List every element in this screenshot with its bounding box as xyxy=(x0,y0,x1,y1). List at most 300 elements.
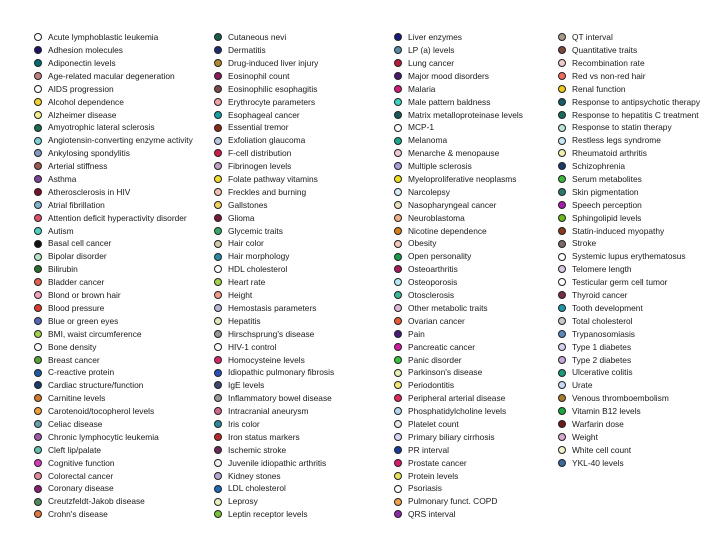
legend-color-swatch xyxy=(214,369,222,377)
legend-item-label: Bipolar disorder xyxy=(48,251,107,262)
legend-color-swatch xyxy=(34,253,42,261)
legend-item-label: AIDS progression xyxy=(48,83,114,94)
legend-item-label: Response to antipsychotic therapy xyxy=(572,96,701,107)
legend-color-swatch xyxy=(558,98,566,106)
legend-item xyxy=(34,95,214,108)
legend-item-label: Drug-induced liver injury xyxy=(228,58,319,69)
legend-color-swatch xyxy=(34,330,42,338)
legend-color-swatch xyxy=(558,240,566,248)
legend-item-label: Nicotine dependence xyxy=(408,225,487,236)
legend-item-label: Panic disorder xyxy=(408,354,462,365)
legend-item xyxy=(214,147,394,160)
legend-item-label: BMI, waist circumference xyxy=(48,328,142,339)
legend-item xyxy=(34,456,214,469)
legend-color-swatch xyxy=(558,227,566,235)
legend-item-label: Urate xyxy=(572,380,593,391)
legend-item-label: Exfoliation glaucoma xyxy=(228,135,306,146)
legend-color-swatch xyxy=(558,253,566,261)
legend-color-swatch xyxy=(394,356,402,364)
legend-color-swatch xyxy=(214,111,222,119)
legend-item-label: Response to statin therapy xyxy=(572,122,672,133)
legend-item-label: Tooth development xyxy=(572,302,643,313)
legend-item-label: Kidney stones xyxy=(228,470,281,481)
legend-item xyxy=(34,302,214,315)
legend-item-label: Blond or brown hair xyxy=(48,290,121,301)
legend-item xyxy=(394,31,574,44)
legend-color-swatch xyxy=(558,459,566,467)
legend-item-label: Blue or green eyes xyxy=(48,315,119,326)
legend-item xyxy=(214,108,394,121)
legend-color-swatch xyxy=(394,304,402,312)
legend-item-label: Basal cell cancer xyxy=(48,238,112,249)
legend-item xyxy=(558,224,720,237)
legend-item xyxy=(34,160,214,173)
legend-color-swatch xyxy=(34,227,42,235)
legend-item xyxy=(34,211,214,224)
legend-item-label: Crohn's disease xyxy=(48,509,108,520)
legend-item xyxy=(214,379,394,392)
legend-item-label: Type 2 diabetes xyxy=(572,354,632,365)
legend-item-label: Amyotrophic lateral sclerosis xyxy=(48,122,155,133)
legend-item-label: Cleft lip/palate xyxy=(48,444,102,455)
legend-item xyxy=(214,276,394,289)
legend-item-label: Glioma xyxy=(228,212,255,223)
legend-item xyxy=(214,495,394,508)
legend-item-label: Neuroblastoma xyxy=(408,212,465,223)
legend-color-swatch xyxy=(34,317,42,325)
legend-color-swatch xyxy=(34,46,42,54)
legend-item-label: Colorectal cancer xyxy=(48,470,114,481)
legend-item xyxy=(558,456,720,469)
legend-item-label: Hair color xyxy=(228,238,264,249)
legend-item xyxy=(394,469,574,482)
legend-item-label: Ankylosing spondylitis xyxy=(48,148,130,159)
legend-item-label: Menarche & menopause xyxy=(408,148,500,159)
legend-color-swatch xyxy=(394,433,402,441)
legend-color-swatch xyxy=(214,510,222,518)
legend-item xyxy=(34,405,214,418)
legend-item-label: Height xyxy=(228,290,253,301)
legend-color-swatch xyxy=(394,111,402,119)
legend-color-swatch xyxy=(214,446,222,454)
legend-item xyxy=(558,392,720,405)
legend-item-label: Homocysteine levels xyxy=(228,354,305,365)
legend-item xyxy=(214,456,394,469)
legend-color-swatch xyxy=(558,304,566,312)
legend-item-label: MCP-1 xyxy=(408,122,435,133)
legend-item-label: Cutaneous nevi xyxy=(228,32,287,43)
legend-color-swatch xyxy=(558,420,566,428)
legend-item-label: Speech perception xyxy=(572,199,642,210)
legend-color-swatch xyxy=(558,33,566,41)
legend-color-swatch xyxy=(34,485,42,493)
legend-item-label: Pulmonary funct. COPD xyxy=(408,496,498,507)
legend-item-label: Acute lymphoblastic leukemia xyxy=(48,32,159,43)
legend-item-label: Iron status markers xyxy=(228,431,300,442)
legend-item-label: Gallstones xyxy=(228,199,268,210)
legend-item xyxy=(394,57,574,70)
legend-item xyxy=(558,95,720,108)
legend-color-swatch xyxy=(214,381,222,389)
legend-item xyxy=(214,302,394,315)
legend-column-1 xyxy=(34,31,214,521)
legend-item-label: Response to hepatitis C treatment xyxy=(572,109,699,120)
legend-item xyxy=(34,70,214,83)
legend-color-swatch xyxy=(558,356,566,364)
legend-item-label: Atherosclerosis in HIV xyxy=(48,186,131,197)
legend-item xyxy=(214,160,394,173)
legend-item xyxy=(558,263,720,276)
legend-color-swatch xyxy=(34,149,42,157)
legend-item xyxy=(394,276,574,289)
legend-item-label: Hirschsprung's disease xyxy=(228,328,315,339)
legend-item xyxy=(394,95,574,108)
legend-color-swatch xyxy=(214,472,222,480)
legend-color-swatch xyxy=(394,201,402,209)
legend-color-swatch xyxy=(34,420,42,428)
legend-item xyxy=(214,237,394,250)
legend-item-label: QT interval xyxy=(572,32,613,43)
legend-item xyxy=(558,83,720,96)
legend-item-label: Statin-induced myopathy xyxy=(572,225,665,236)
legend-item xyxy=(558,237,720,250)
legend-color-swatch xyxy=(34,175,42,183)
legend-item xyxy=(214,134,394,147)
legend-item xyxy=(34,173,214,186)
legend-item xyxy=(394,211,574,224)
legend-item xyxy=(34,121,214,134)
legend-item-label: Atrial fibrillation xyxy=(48,199,105,210)
legend-item-label: Male pattern baldness xyxy=(408,96,491,107)
legend-item xyxy=(394,340,574,353)
legend-color-swatch xyxy=(558,188,566,196)
legend-item xyxy=(558,289,720,302)
legend-item-label: Platelet count xyxy=(408,418,459,429)
legend-item xyxy=(34,31,214,44)
legend-item-label: Type 1 diabetes xyxy=(572,341,632,352)
legend-color-swatch xyxy=(558,162,566,170)
legend-color-swatch xyxy=(214,214,222,222)
legend-color-swatch xyxy=(394,175,402,183)
legend-item xyxy=(34,289,214,302)
legend-color-swatch xyxy=(214,356,222,364)
legend-item-label: Telomere length xyxy=(572,264,632,275)
legend-item xyxy=(34,224,214,237)
legend-color-swatch xyxy=(214,175,222,183)
legend-item-label: Freckles and burning xyxy=(228,186,307,197)
legend-item-label: LDL cholesterol xyxy=(228,483,286,494)
legend-item xyxy=(214,444,394,457)
legend-item xyxy=(34,327,214,340)
legend-item xyxy=(34,495,214,508)
legend-item-label: F-cell distribution xyxy=(228,148,292,159)
legend-item-label: Quantitative traits xyxy=(572,45,638,56)
legend-item-label: Creutzfeldt-Jakob disease xyxy=(48,496,145,507)
legend-color-swatch xyxy=(394,46,402,54)
legend-item-label: Open personality xyxy=(408,251,472,262)
legend-item xyxy=(558,444,720,457)
legend-color-swatch xyxy=(214,394,222,402)
legend-item xyxy=(34,353,214,366)
legend-item-label: Otosclerosis xyxy=(408,290,455,301)
legend-item xyxy=(34,199,214,212)
legend-color-swatch xyxy=(558,201,566,209)
legend-item-label: Prostate cancer xyxy=(408,457,467,468)
legend-item xyxy=(34,57,214,70)
legend-color-swatch xyxy=(394,343,402,351)
legend-color-swatch xyxy=(34,111,42,119)
legend-item-label: Bladder cancer xyxy=(48,277,105,288)
legend-color-swatch xyxy=(214,304,222,312)
legend-color-swatch xyxy=(34,240,42,248)
legend-color-swatch xyxy=(214,253,222,261)
legend-item-label: Juvenile idiopathic arthritis xyxy=(228,457,327,468)
legend-item xyxy=(558,211,720,224)
legend-color-swatch xyxy=(214,330,222,338)
legend-item-label: Alzheimer disease xyxy=(48,109,117,120)
legend-item xyxy=(214,83,394,96)
legend-color-swatch xyxy=(394,124,402,132)
legend-color-swatch xyxy=(394,420,402,428)
legend-color-swatch xyxy=(34,59,42,67)
legend-item-label: Restless legs syndrome xyxy=(572,135,661,146)
legend-item xyxy=(394,263,574,276)
legend-color-swatch xyxy=(394,291,402,299)
legend-item xyxy=(34,444,214,457)
legend-color-swatch xyxy=(558,149,566,157)
legend-color-swatch xyxy=(394,98,402,106)
legend-item xyxy=(558,160,720,173)
legend-color-swatch xyxy=(214,85,222,93)
legend-item xyxy=(558,366,720,379)
legend-item-label: Recombination rate xyxy=(572,58,645,69)
legend-color-swatch xyxy=(214,498,222,506)
legend-item xyxy=(558,302,720,315)
legend-item xyxy=(558,44,720,57)
legend-column-4 xyxy=(558,31,720,469)
legend-item-label: Trypanosomiasis xyxy=(572,328,635,339)
legend-item xyxy=(214,392,394,405)
legend-color-swatch xyxy=(214,407,222,415)
legend-item xyxy=(558,173,720,186)
legend-item-label: Intracranial aneurysm xyxy=(228,406,309,417)
legend-item-label: Warfarin dose xyxy=(572,418,624,429)
legend-column-3 xyxy=(394,31,574,521)
legend-item-label: Dermatitis xyxy=(228,45,266,56)
legend-item xyxy=(34,482,214,495)
legend-item xyxy=(394,83,574,96)
legend-color-swatch xyxy=(558,72,566,80)
legend-item-label: Myeloproliferative neoplasms xyxy=(408,174,517,185)
legend-item xyxy=(34,250,214,263)
legend-color-swatch xyxy=(34,33,42,41)
legend-color-swatch xyxy=(34,85,42,93)
legend-color-swatch xyxy=(558,291,566,299)
legend-color-swatch xyxy=(214,459,222,467)
legend-item-label: Cognitive function xyxy=(48,457,115,468)
legend-color-swatch xyxy=(34,394,42,402)
legend-item-label: Liver enzymes xyxy=(408,32,462,43)
legend-item xyxy=(34,44,214,57)
legend-item xyxy=(214,418,394,431)
legend-color-swatch xyxy=(34,356,42,364)
legend-item-label: YKL-40 levels xyxy=(572,457,624,468)
legend-item xyxy=(558,108,720,121)
legend-item xyxy=(34,431,214,444)
legend-item-label: Asthma xyxy=(48,174,77,185)
legend-color-swatch xyxy=(34,510,42,518)
legend-item xyxy=(394,70,574,83)
legend-item-label: Weight xyxy=(572,431,598,442)
legend-item-label: Vitamin B12 levels xyxy=(572,406,641,417)
legend-item xyxy=(34,418,214,431)
legend-color-swatch xyxy=(394,137,402,145)
legend-color-swatch xyxy=(34,459,42,467)
legend-color-swatch xyxy=(558,394,566,402)
legend-item xyxy=(214,250,394,263)
legend-item-label: Rheumatoid arthritis xyxy=(572,148,647,159)
legend-color-swatch xyxy=(558,369,566,377)
legend-color-swatch xyxy=(214,317,222,325)
legend-item-label: Ovarian cancer xyxy=(408,315,465,326)
legend-color-swatch xyxy=(558,446,566,454)
legend-color-swatch xyxy=(558,111,566,119)
legend-item xyxy=(34,237,214,250)
legend-item-label: Ischemic stroke xyxy=(228,444,287,455)
legend-color-swatch xyxy=(34,446,42,454)
legend-item xyxy=(558,276,720,289)
legend-item xyxy=(394,508,574,521)
legend-color-swatch xyxy=(34,124,42,132)
legend-item-label: Adhesion molecules xyxy=(48,45,123,56)
legend-item-label: Blood pressure xyxy=(48,302,105,313)
legend-color-swatch xyxy=(34,433,42,441)
legend-item-label: HIV-1 control xyxy=(228,341,277,352)
legend-item xyxy=(558,379,720,392)
legend-item xyxy=(394,108,574,121)
legend-item xyxy=(214,353,394,366)
legend-item-label: Osteoarthritis xyxy=(408,264,458,275)
legend-item xyxy=(394,315,574,328)
legend-item-label: Inflammatory bowel disease xyxy=(228,393,332,404)
legend-item xyxy=(394,44,574,57)
legend-item-label: Parkinson's disease xyxy=(408,367,483,378)
legend-item-label: Hepatitis xyxy=(228,315,261,326)
legend-color-swatch xyxy=(214,278,222,286)
legend-item-label: Bone density xyxy=(48,341,97,352)
legend-color-swatch xyxy=(394,227,402,235)
legend-item-label: Attention deficit hyperactivity disorder xyxy=(48,212,187,223)
legend-color-swatch xyxy=(34,188,42,196)
legend-item-label: Pain xyxy=(408,328,425,339)
legend-item-label: Hair morphology xyxy=(228,251,290,262)
legend-color-swatch xyxy=(214,201,222,209)
legend-color-swatch xyxy=(558,265,566,273)
legend-color-swatch xyxy=(214,137,222,145)
legend-item xyxy=(34,508,214,521)
legend-color-swatch xyxy=(558,317,566,325)
legend-item xyxy=(394,431,574,444)
legend-item xyxy=(34,469,214,482)
legend-color-swatch xyxy=(558,85,566,93)
legend-item-label: HDL cholesterol xyxy=(228,264,288,275)
legend-item-label: Periodontitis xyxy=(408,380,455,391)
legend-item-label: Venous thromboembolism xyxy=(572,393,669,404)
legend-item-label: Other metabolic traits xyxy=(408,302,488,313)
legend-item xyxy=(558,186,720,199)
legend-item xyxy=(394,366,574,379)
legend-item-label: Serum metabolites xyxy=(572,174,642,185)
legend-color-swatch xyxy=(214,72,222,80)
legend-item-label: Narcolepsy xyxy=(408,186,450,197)
legend-item xyxy=(34,147,214,160)
legend-color-swatch xyxy=(34,201,42,209)
legend-color-swatch xyxy=(214,188,222,196)
legend-color-swatch xyxy=(394,253,402,261)
legend-item xyxy=(214,327,394,340)
legend-item-label: Primary biliary cirrhosis xyxy=(408,431,495,442)
legend-item-label: Major mood disorders xyxy=(408,70,489,81)
legend-item-label: Malaria xyxy=(408,83,436,94)
legend-color-swatch xyxy=(394,278,402,286)
legend-item-label: Idiopathic pulmonary fibrosis xyxy=(228,367,335,378)
legend-item-label: Systemic lupus erythematosus xyxy=(572,251,686,262)
legend-item xyxy=(34,83,214,96)
legend-color-swatch xyxy=(558,137,566,145)
legend-color-swatch xyxy=(394,72,402,80)
legend-color-swatch xyxy=(214,433,222,441)
legend-item-label: QRS interval xyxy=(408,509,456,520)
legend-item xyxy=(394,379,574,392)
legend-color-swatch xyxy=(34,278,42,286)
legend-item-label: Obesity xyxy=(408,238,437,249)
legend-color-swatch xyxy=(394,188,402,196)
legend-item xyxy=(214,44,394,57)
legend-color-swatch xyxy=(394,394,402,402)
legend-item-label: Leptin receptor levels xyxy=(228,509,308,520)
legend-item xyxy=(214,263,394,276)
legend-item xyxy=(394,199,574,212)
legend-color-swatch xyxy=(558,343,566,351)
legend-color-swatch xyxy=(214,227,222,235)
legend-color-swatch xyxy=(34,98,42,106)
legend-item-label: Alcohol dependence xyxy=(48,96,124,107)
legend-item-label: IgE levels xyxy=(228,380,265,391)
legend-item xyxy=(394,250,574,263)
legend-item-label: Essential tremor xyxy=(228,122,289,133)
legend-color-swatch xyxy=(394,149,402,157)
legend-color-swatch xyxy=(394,510,402,518)
legend-item-label: Arterial stiffness xyxy=(48,161,108,172)
legend-item-label: Stroke xyxy=(572,238,597,249)
legend-item-label: Peripheral arterial disease xyxy=(408,393,506,404)
legend-item xyxy=(394,302,574,315)
legend-item-label: Iris color xyxy=(228,418,260,429)
legend-color-swatch xyxy=(394,381,402,389)
legend-color-swatch xyxy=(394,485,402,493)
legend-item-label: Eosinophilic esophagitis xyxy=(228,83,318,94)
legend-color-swatch xyxy=(558,433,566,441)
legend-item-label: Nasopharyngeal cancer xyxy=(408,199,497,210)
legend-color-swatch xyxy=(214,33,222,41)
legend-color-swatch xyxy=(394,240,402,248)
legend-color-swatch xyxy=(34,291,42,299)
legend-color-swatch xyxy=(558,46,566,54)
legend-item-label: Leprosy xyxy=(228,496,258,507)
legend-color-swatch xyxy=(394,369,402,377)
legend-item xyxy=(214,405,394,418)
legend-item xyxy=(394,160,574,173)
